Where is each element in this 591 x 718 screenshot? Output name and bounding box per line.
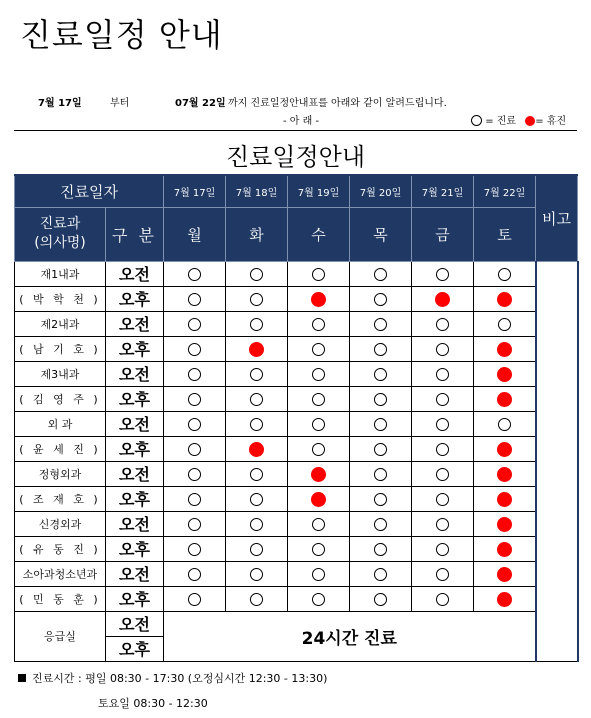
schedule-cell (350, 436, 412, 461)
schedule-cell (474, 386, 536, 411)
open-circle-icon (312, 443, 325, 456)
open-circle-icon (250, 593, 263, 606)
table-row (15, 536, 578, 561)
header-dept-label: 진료과 (39, 216, 81, 232)
schedule-cell (288, 311, 350, 336)
table-row (15, 436, 578, 461)
header-date: 7월 19일 (288, 175, 350, 207)
schedule-cell (164, 586, 226, 611)
header-day: 월 (164, 207, 226, 261)
schedule-cell (350, 286, 412, 311)
schedule-cell (474, 511, 536, 536)
open-circle-icon (250, 368, 263, 381)
open-circle-icon (188, 293, 201, 306)
page-title: 진료일정 안내 (20, 16, 223, 54)
open-circle-icon (374, 593, 387, 606)
header-day: 수 (288, 207, 350, 261)
schedule-cell (288, 536, 350, 561)
schedule-cell (288, 461, 350, 486)
open-circle-icon (188, 343, 201, 356)
schedule-cell (350, 361, 412, 386)
open-circle-icon (374, 543, 387, 556)
header-date: 7월 18일 (226, 175, 288, 207)
session-label: 오후 (106, 586, 164, 611)
schedule-cell (288, 511, 350, 536)
schedule-cell (350, 561, 412, 586)
schedule-cell (226, 411, 288, 436)
session-label: 오전 (106, 361, 164, 386)
open-circle-icon (436, 493, 449, 506)
schedule-table (14, 174, 579, 662)
schedule-cell (164, 386, 226, 411)
schedule-cell (412, 336, 474, 361)
open-circle-icon (188, 543, 201, 556)
open-circle-icon (312, 393, 325, 406)
legend-open-label: = 진료 (485, 116, 517, 127)
schedule-cell (164, 311, 226, 336)
doctor-name: ( 남 기 호 ) (15, 336, 106, 361)
open-circle-icon (312, 518, 325, 531)
schedule-cell (474, 486, 536, 511)
schedule-cell (412, 361, 474, 386)
dept-name: 재1내과 (15, 261, 106, 286)
schedule-cell (412, 286, 474, 311)
schedule-cell (164, 361, 226, 386)
schedule-cell (164, 286, 226, 311)
open-circle-icon (436, 568, 449, 581)
open-circle-icon (250, 418, 263, 431)
open-circle-icon (436, 418, 449, 431)
schedule-cell (226, 561, 288, 586)
open-circle-icon (250, 543, 263, 556)
open-circle-icon (250, 293, 263, 306)
schedule-cell (288, 361, 350, 386)
schedule-cell (474, 461, 536, 486)
closed-dot-icon (497, 542, 512, 557)
session-label: 오전 (106, 411, 164, 436)
open-circle-icon (436, 518, 449, 531)
start-date: 7월 17일 (38, 98, 82, 109)
session-label: 오전 (106, 461, 164, 486)
closed-dot-icon (497, 492, 512, 507)
schedule-cell (474, 586, 536, 611)
schedule-cell (226, 386, 288, 411)
schedule-cell (288, 386, 350, 411)
open-circle-icon (250, 393, 263, 406)
schedule-cell (288, 286, 350, 311)
table-row (15, 461, 578, 486)
schedule-cell (288, 586, 350, 611)
emergency-text: 24시간 진료 (164, 611, 536, 661)
notice-heading: - 아 래 - (283, 116, 320, 127)
session-label: 오전 (106, 261, 164, 286)
session-label: 오후 (106, 386, 164, 411)
schedule-cell (226, 336, 288, 361)
table-row (15, 586, 578, 611)
schedule-cell (474, 261, 536, 286)
schedule-cell (226, 486, 288, 511)
emergency-label: 응급실 (15, 611, 106, 661)
schedule-cell (350, 586, 412, 611)
schedule-cell (474, 361, 536, 386)
schedule-cell (164, 436, 226, 461)
closed-dot-icon (497, 292, 512, 307)
schedule-cell (350, 336, 412, 361)
open-circle-icon (188, 493, 201, 506)
session-label: 오전 (106, 561, 164, 586)
open-circle-icon (436, 343, 449, 356)
hours-text: 진료시간 : 평일 08:30 - 17:30 (오정심시간 12:30 - 13:30) (32, 672, 328, 685)
closed-dot-icon (497, 442, 512, 457)
open-circle-icon (374, 493, 387, 506)
header-date: 7월 20일 (350, 175, 412, 207)
open-circle-icon (312, 268, 325, 281)
open-circle-icon (188, 393, 201, 406)
schedule-cell (226, 261, 288, 286)
schedule-cell (412, 586, 474, 611)
open-circle-icon (436, 593, 449, 606)
table-row (15, 311, 578, 336)
schedule-cell (412, 261, 474, 286)
schedule-cell (164, 261, 226, 286)
header-dept (15, 207, 106, 261)
header-date: 7월 22일 (474, 175, 536, 207)
open-circle-icon (374, 393, 387, 406)
closed-dot-icon (311, 492, 326, 507)
schedule-cell (474, 436, 536, 461)
open-circle-icon (498, 318, 511, 331)
schedule-cell (412, 511, 474, 536)
schedule-cell (412, 436, 474, 461)
closed-dot-icon (249, 442, 264, 457)
schedule-cell (350, 261, 412, 286)
session-label: 오전 (106, 511, 164, 536)
open-circle-icon (188, 443, 201, 456)
open-circle-icon (374, 318, 387, 331)
schedule-cell (288, 486, 350, 511)
open-circle-icon (374, 443, 387, 456)
doctor-name: ( 민 동 훈 ) (15, 586, 106, 611)
header-day: 토 (474, 207, 536, 261)
schedule-cell (164, 486, 226, 511)
open-circle-icon (436, 368, 449, 381)
schedule-cell (164, 336, 226, 361)
remarks-cell (536, 261, 578, 661)
schedule-cell (412, 561, 474, 586)
dept-name: 외 과 (15, 411, 106, 436)
open-circle-icon (250, 568, 263, 581)
header-date-label: 진료일자 (15, 175, 164, 207)
session-label: 오후 (106, 436, 164, 461)
table-row (15, 361, 578, 386)
schedule-cell (288, 336, 350, 361)
open-circle-icon (374, 468, 387, 481)
table-row (15, 286, 578, 311)
open-circle-icon (374, 293, 387, 306)
header-day: 목 (350, 207, 412, 261)
closed-dot-icon (497, 517, 512, 532)
closed-dot-icon (249, 342, 264, 357)
open-circle-icon (250, 318, 263, 331)
schedule-cell (350, 386, 412, 411)
closed-dot-icon (497, 467, 512, 482)
table-row (15, 411, 578, 436)
open-circle-icon (374, 343, 387, 356)
doctor-name: ( 박 학 천 ) (15, 286, 106, 311)
session-label: 오전 (106, 611, 164, 636)
open-circle-icon (374, 568, 387, 581)
header-day: 금 (412, 207, 474, 261)
schedule-cell (164, 561, 226, 586)
open-circle-icon (188, 268, 201, 281)
dept-name: 소아과청소년과 (15, 561, 106, 586)
open-circle-icon (312, 543, 325, 556)
schedule-cell (474, 311, 536, 336)
schedule-cell (226, 586, 288, 611)
end-date: 07월 22일 (175, 98, 226, 109)
schedule-cell (288, 261, 350, 286)
closed-dot-icon (497, 342, 512, 357)
table-row (15, 336, 578, 361)
dept-name: 제3내과 (15, 361, 106, 386)
header-doctor-label: (의사명) (34, 235, 86, 251)
session-label: 오후 (106, 286, 164, 311)
table-row (15, 561, 578, 586)
open-circle-icon (312, 343, 325, 356)
schedule-cell (226, 361, 288, 386)
open-circle-icon (312, 368, 325, 381)
open-circle-icon (188, 568, 201, 581)
schedule-cell (226, 286, 288, 311)
schedule-cell (226, 536, 288, 561)
schedule-cell (350, 461, 412, 486)
schedule-cell (164, 461, 226, 486)
closed-dot-icon (497, 567, 512, 582)
legend (471, 112, 566, 127)
table-row (15, 386, 578, 411)
table-title: 진료일정안내 (225, 143, 366, 171)
open-circle-icon (436, 468, 449, 481)
schedule-cell (350, 486, 412, 511)
open-circle-icon (436, 318, 449, 331)
schedule-cell (226, 436, 288, 461)
legend-closed-label: = 휴진 (535, 116, 567, 127)
schedule-cell (350, 411, 412, 436)
red-dot-icon (525, 116, 535, 126)
open-circle-icon (250, 268, 263, 281)
schedule-cell (474, 536, 536, 561)
dept-name: 제2내과 (15, 311, 106, 336)
schedule-cell (226, 511, 288, 536)
schedule-cell (288, 436, 350, 461)
schedule-cell (164, 511, 226, 536)
schedule-cell (226, 311, 288, 336)
table-row (15, 261, 578, 286)
divider (14, 130, 577, 131)
open-circle-icon (312, 568, 325, 581)
from-label: 부터 (110, 98, 130, 109)
session-label: 오후 (106, 536, 164, 561)
table-row (15, 511, 578, 536)
open-circle-icon (188, 418, 201, 431)
session-label: 오후 (106, 336, 164, 361)
doctor-name: ( 조 재 호 ) (15, 486, 106, 511)
header-day: 화 (226, 207, 288, 261)
schedule-cell (412, 386, 474, 411)
dept-name: 신경외과 (15, 511, 106, 536)
schedule-cell (164, 411, 226, 436)
open-circle-icon (250, 493, 263, 506)
open-circle-icon (188, 368, 201, 381)
closed-dot-icon (311, 467, 326, 482)
header-date: 7월 17일 (164, 175, 226, 207)
open-circle-icon (436, 393, 449, 406)
open-circle-icon (374, 268, 387, 281)
schedule-cell (288, 561, 350, 586)
open-circle-icon (498, 418, 511, 431)
closed-dot-icon (497, 367, 512, 382)
dept-name: 정형외과 (15, 461, 106, 486)
schedule-cell (350, 311, 412, 336)
open-circle-icon (312, 593, 325, 606)
schedule-cell (164, 536, 226, 561)
schedule-cell (412, 411, 474, 436)
open-circle-icon (188, 468, 201, 481)
open-circle-icon (188, 318, 201, 331)
schedule-cell (412, 536, 474, 561)
open-circle-icon (188, 593, 201, 606)
session-label: 오후 (106, 636, 164, 661)
open-circle-icon (471, 115, 482, 126)
schedule-cell (226, 461, 288, 486)
open-circle-icon (188, 518, 201, 531)
session-label: 오전 (106, 311, 164, 336)
header-date: 7월 21일 (412, 175, 474, 207)
schedule-cell (412, 311, 474, 336)
doctor-name: ( 김 영 주 ) (15, 386, 106, 411)
hours-line (18, 670, 327, 686)
closed-dot-icon (435, 292, 450, 307)
closed-dot-icon (497, 392, 512, 407)
table-row (15, 486, 578, 511)
closed-dot-icon (497, 592, 512, 607)
schedule-cell (412, 486, 474, 511)
open-circle-icon (374, 368, 387, 381)
schedule-cell (474, 336, 536, 361)
schedule-cell (474, 286, 536, 311)
open-circle-icon (312, 318, 325, 331)
open-circle-icon (374, 518, 387, 531)
doctor-name: ( 윤 세 진 ) (15, 436, 106, 461)
schedule-cell (474, 411, 536, 436)
schedule-cell (474, 561, 536, 586)
bullet-square-icon (18, 674, 26, 682)
open-circle-icon (250, 518, 263, 531)
doctor-name: ( 유 동 진 ) (15, 536, 106, 561)
open-circle-icon (436, 543, 449, 556)
open-circle-icon (250, 468, 263, 481)
open-circle-icon (436, 443, 449, 456)
saturday-hours: 토요일 08:30 - 12:30 (98, 697, 208, 710)
open-circle-icon (374, 418, 387, 431)
header-remarks: 비고 (536, 175, 578, 261)
table-row (15, 611, 578, 636)
schedule-cell (350, 536, 412, 561)
schedule-cell (350, 511, 412, 536)
open-circle-icon (436, 268, 449, 281)
schedule-cell (288, 411, 350, 436)
open-circle-icon (498, 268, 511, 281)
open-circle-icon (312, 418, 325, 431)
intro-sentence: 까지 진료일정안내표를 아래와 같이 알려드립니다. (228, 98, 447, 109)
closed-dot-icon (311, 292, 326, 307)
session-label: 오후 (106, 486, 164, 511)
schedule-cell (412, 461, 474, 486)
header-gubun: 구 분 (106, 207, 164, 261)
